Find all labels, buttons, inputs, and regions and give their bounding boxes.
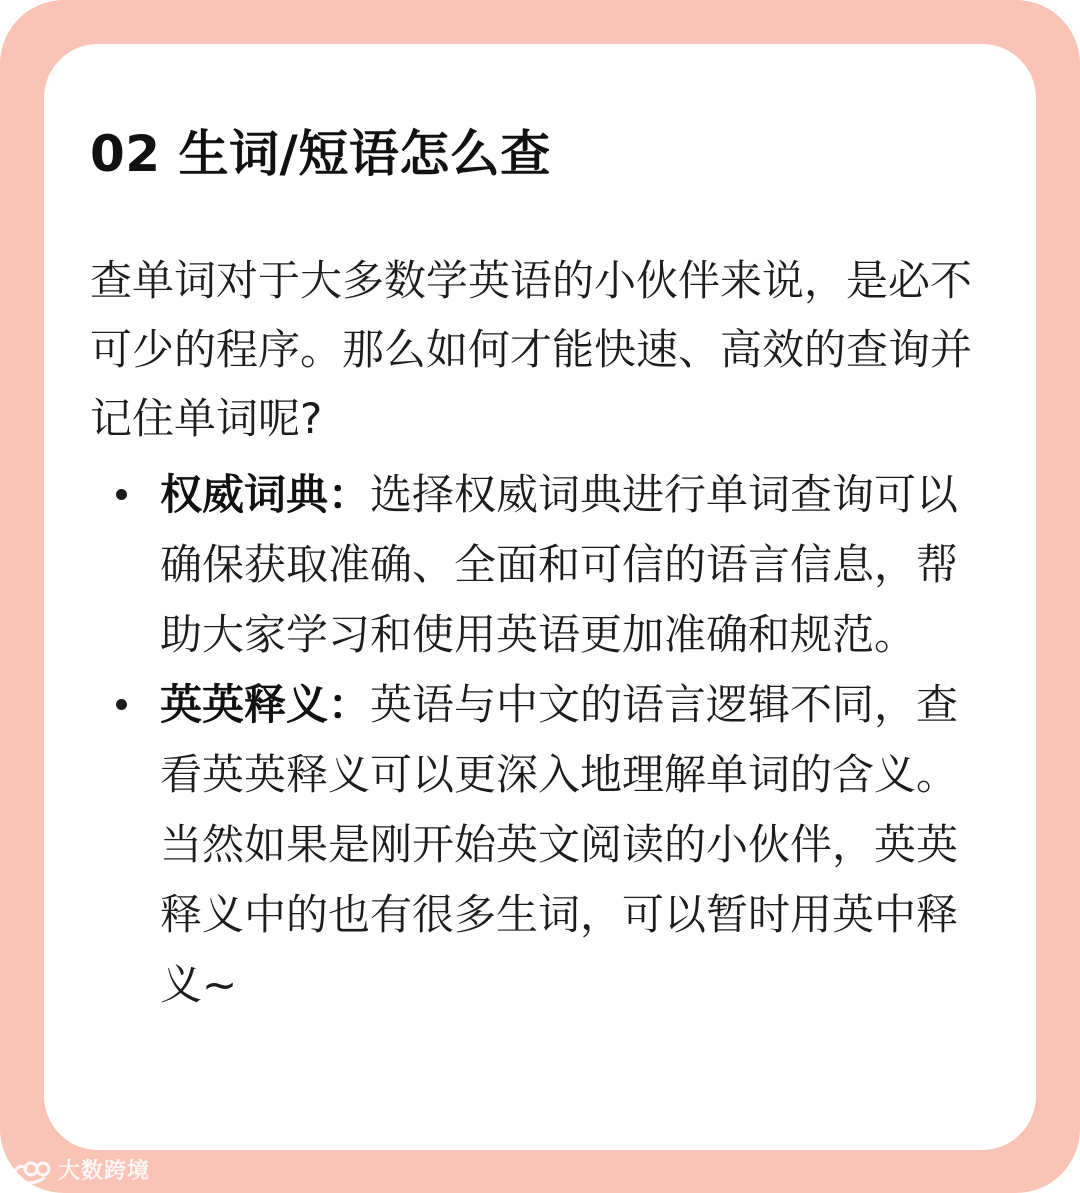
bullet-dot-icon bbox=[116, 699, 127, 710]
bullet-list bbox=[90, 460, 960, 1020]
bullet-text: 英语与中文的语言逻辑不同，查看英英释义可以更深入地理解单词的含义。当然如果是刚开始英文阅读的小伙伴，英英释义中的也有很多生词，可以暂时用英中释义~ bbox=[160, 680, 959, 1009]
bullet-text: 选择权威词典进行单词查询可以确保获取准确、全面和可信的语言信息，帮助大家学习和使用英语更加准确和规范。 bbox=[160, 470, 959, 659]
bullet-item-english-definition bbox=[90, 670, 960, 1020]
page-title: 02 生词/短语怎么查 bbox=[90, 125, 551, 183]
intro-paragraph: 查单词对于大多数学英语的小伙伴来说，是必不可少的程序。那么如何才能快速、高效的查询并记住单词呢? bbox=[90, 256, 973, 443]
bullet-dot-icon bbox=[116, 489, 127, 500]
bullet-term: 英英释义： bbox=[160, 680, 371, 729]
bullet-term: 权威词典： bbox=[160, 470, 371, 519]
brand-logo-icon bbox=[10, 1158, 52, 1186]
bullet-item-authoritative-dictionary bbox=[90, 460, 960, 670]
content-card bbox=[44, 44, 1036, 1150]
watermark-text: 大数跨境 bbox=[58, 1159, 151, 1184]
watermark bbox=[10, 1156, 150, 1188]
